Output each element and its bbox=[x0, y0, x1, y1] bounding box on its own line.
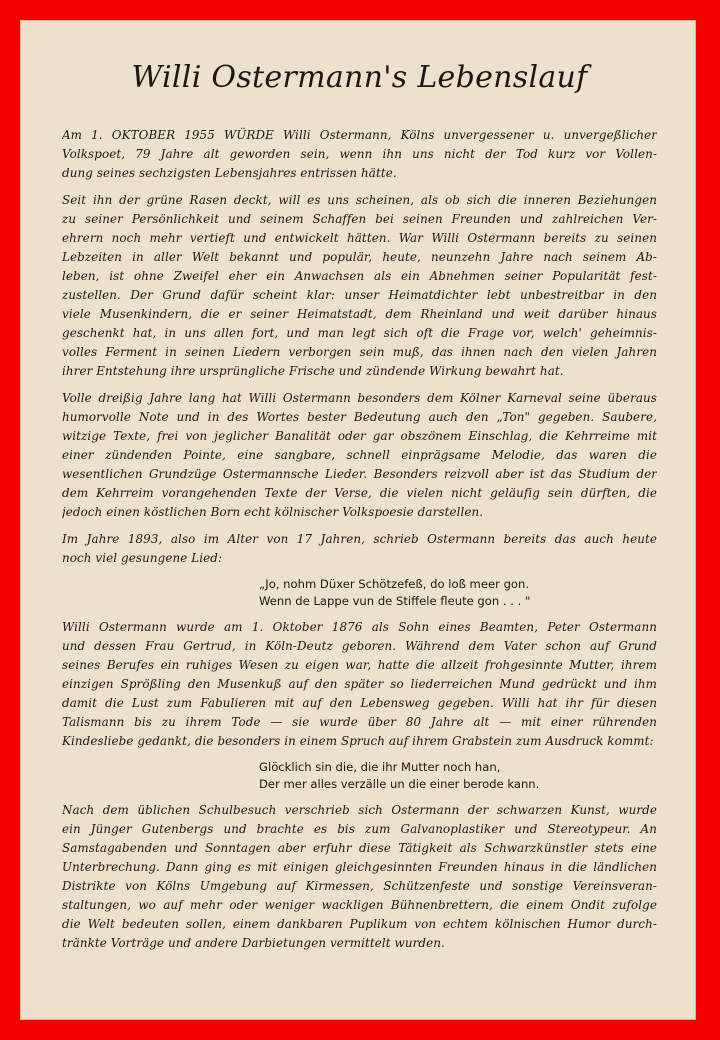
body-section-3 bbox=[62, 801, 657, 953]
text-line: Distrikte von Kölns Umgebung auf Kirmessen, Schützenfeste und sonstige Vereinsveran- bbox=[62, 879, 657, 893]
text-line: leben, ist ohne Zweifel eher ein Anwachsen als ein Abnehmen seiner Popularität fest- bbox=[62, 269, 657, 283]
text-line: Volle dreißig Jahre lang hat Willi Ostermann besonders dem Kölner Karneval seine überaus bbox=[62, 391, 657, 405]
text-line: dem Kehrreim vorangehenden Texte der Verse, die vielen nicht geläufig sein dürften, die bbox=[62, 486, 657, 500]
poem-verse: Wenn de Lappe vun de Stiffele fleute gon . . . " bbox=[259, 594, 531, 608]
document-page bbox=[62, 58, 657, 961]
paragraph bbox=[62, 801, 657, 953]
text-line: damit die Lust zum Fabulieren mit auf den Lebensweg gegeben. Willi hat ihr für diesen bbox=[62, 696, 657, 710]
text-line: seines Berufes ein ruhiges Wesen zu eigen war, hatte die allzeit frohgesinnte Mutter, ihrem bbox=[62, 658, 657, 672]
paragraph bbox=[62, 389, 657, 522]
text-line: Willi Ostermann wurde am 1. Oktober 1876 als Sohn eines Beamten, Peter Ostermann bbox=[62, 620, 657, 634]
text-line: zu seiner Persönlichkeit und seinem Schaffen bei seinen Freunden und zahlreichen Ver- bbox=[62, 212, 657, 226]
text-line: volles Ferment in seinen Liedern verborgen sein muß, das ihnen nach den vielen Jahren bbox=[62, 345, 657, 359]
poem-verse: Glöcklich sin die, die ihr Mutter noch han, bbox=[259, 760, 501, 774]
text-line: die Welt bedeuten sollen, einem dankbaren Puplikum von echtem kölnischen Humor durch- bbox=[62, 917, 657, 931]
text-line: tränkte Vorträge und andere Darbietungen vermittelt wurden. bbox=[62, 936, 445, 950]
body-section-2 bbox=[62, 618, 657, 751]
text-line: ein Jünger Gutenbergs und brachte es bis zum Galvanoplastiker und Stereotypeur. An bbox=[62, 822, 657, 836]
body-section-1 bbox=[62, 126, 657, 568]
text-line: einzigen Sprößling den Musenkuß auf den später so liederreichen Mund gedrückt und ihm bbox=[62, 677, 657, 691]
text-line: Am 1. OKTOBER 1955 WÜRDE Willi Ostermann, Kölns unvergessener u. unvergeßlicher bbox=[62, 128, 657, 142]
paragraph bbox=[62, 618, 657, 751]
text-line: ehrern noch mehr vertieft und entwickelt hätten. War Willi Ostermann bereits zu seinen bbox=[62, 231, 657, 245]
text-line: Talismann bis zu ihrem Tode — sie wurde über 80 Jahre alt — mit einer rührenden bbox=[62, 715, 657, 729]
text-line: staltungen, wo auf mehr oder weniger wackligen Bühnenbrettern, die einem Ondit zufolge bbox=[62, 898, 657, 912]
text-line: und dessen Frau Gertrud, in Köln-Deutz geboren. Während dem Vater schon auf Grund bbox=[62, 639, 657, 653]
text-line: Nach dem üblichen Schulbesuch verschrieb sich Ostermann der schwarzen Kunst, wurde bbox=[62, 803, 657, 817]
text-line: dung seines sechzigsten Lebensjahres entrissen hätte. bbox=[62, 166, 397, 180]
text-line: einer zündenden Pointe, eine sangbare, schnell einprägsame Melodie, das waren die bbox=[62, 448, 657, 462]
text-line: Volkspoet, 79 Jahre alt geworden sein, wenn ihn uns nicht der Tod kurz vor Vollen- bbox=[62, 147, 657, 161]
poem-verse: Der mer alles verzälle un die einer berode kann. bbox=[259, 777, 540, 791]
page-title: Willi Ostermann's Lebenslauf bbox=[131, 60, 588, 95]
text-line: Unterbrechung. Dann ging es mit einigen gleichgesinnten Freunden hinaus in die ländlichen bbox=[62, 860, 657, 874]
paragraph bbox=[62, 126, 657, 183]
text-line: viele Musenkindern, die er seiner Heimatstadt, dem Rheinland und weit darüber hinaus bbox=[62, 307, 657, 321]
poem-quote-2 bbox=[62, 759, 657, 793]
text-line: zustellen. Der Grund dafür scheint klar: unser Heimatdichter lebt unbestreitbar in den bbox=[62, 288, 657, 302]
text-line: wesentlichen Grundzüge Ostermannsche Lieder. Besonders reizvoll aber ist das Studium der bbox=[62, 467, 657, 481]
text-line: noch viel gesungene Lied: bbox=[62, 551, 223, 565]
poem-quote-1 bbox=[62, 576, 657, 610]
text-line: Lebzeiten in aller Welt bekannt und populär, heute, neunzehn Jahre nach seinem Ab- bbox=[62, 250, 657, 264]
text-line: humorvolle Note und in des Wortes bester Bedeutung auch den „Ton" gegeben. Saubere, bbox=[62, 410, 657, 424]
text-line: Kindesliebe gedankt, die besonders in einem Spruch auf ihrem Grabstein zum Ausdruck kommt: bbox=[62, 734, 654, 748]
text-line: Seit ihn der grüne Rasen deckt, will es uns scheinen, als ob sich die inneren Beziehungen bbox=[62, 193, 657, 207]
text-line: Samstagabenden und Sonntagen aber erfuhr diese Tätigkeit als Schwarzkünstler stets eine bbox=[62, 841, 657, 855]
paragraph bbox=[62, 530, 657, 568]
text-line: geschenkt hat, in uns allen fort, und man legt sich oft die Frage vor, welch' geheimnis- bbox=[62, 326, 657, 340]
paragraph bbox=[62, 191, 657, 381]
text-line: ihrer Entstehung ihre ursprüngliche Frische und zündende Wirkung bewahrt hat. bbox=[62, 364, 564, 378]
text-line: witzige Texte, frei von jeglicher Banalität oder gar obszönem Einschlag, die Kehrreime mit bbox=[62, 429, 657, 443]
text-line: jedoch einen köstlichen Born echt kölnischer Volkspoesie darstellen. bbox=[62, 505, 484, 519]
poem-verse: „Jo, nohm Düxer Schötzefeß, do loß meer gon. bbox=[259, 577, 530, 591]
text-line: Im Jahre 1893, also im Alter von 17 Jahren, schrieb Ostermann bereits das auch heute bbox=[62, 532, 657, 546]
